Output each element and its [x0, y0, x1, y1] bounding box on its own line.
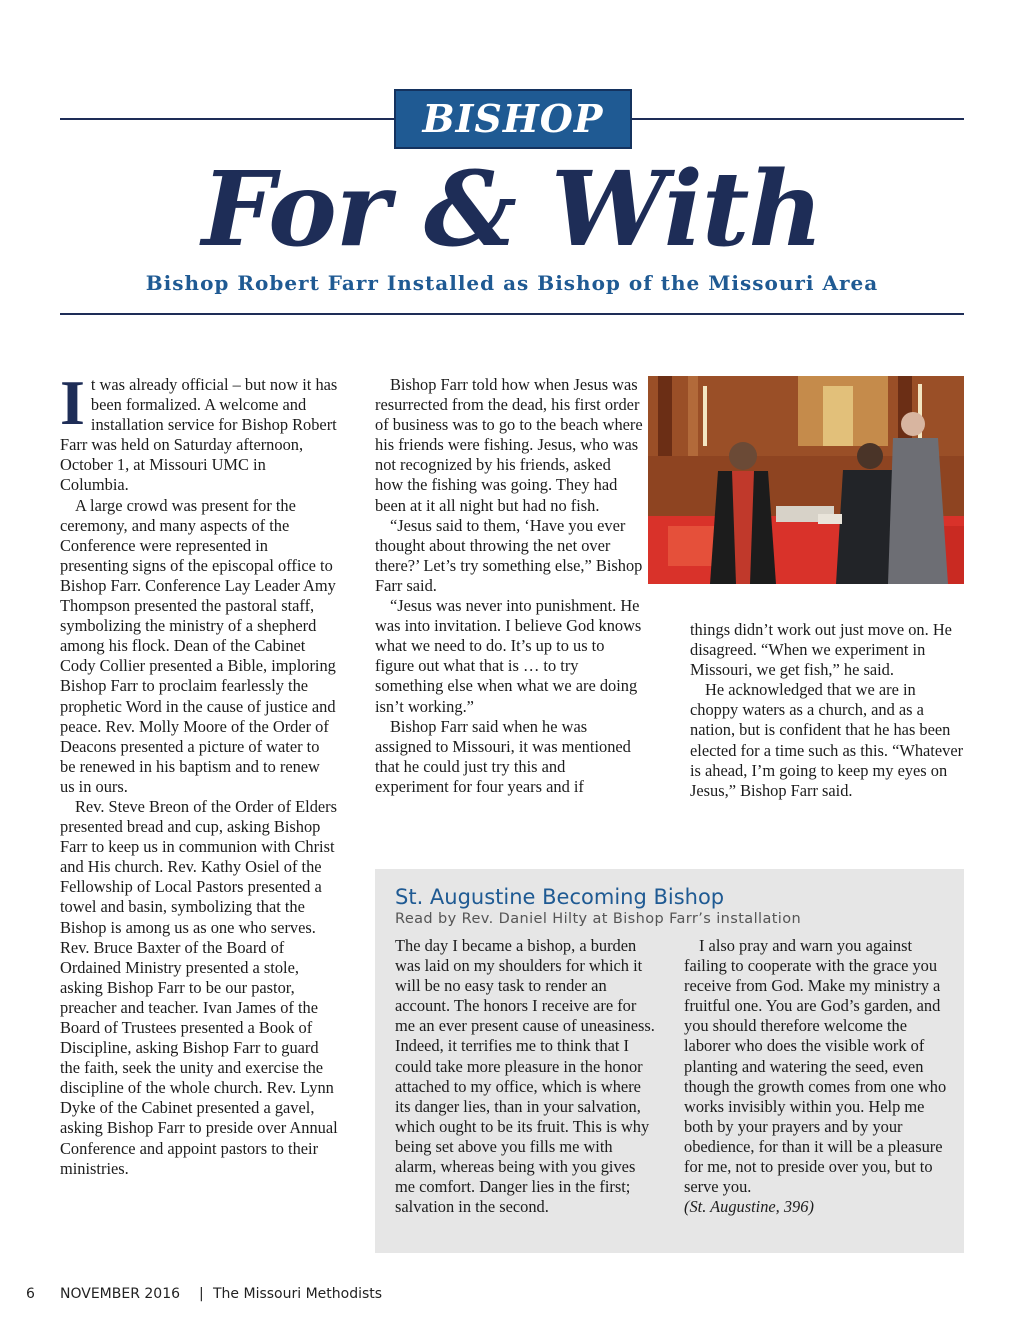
citation: (St. Augustine, 396)	[684, 1197, 814, 1217]
page-number: 6	[26, 1286, 35, 1302]
sidebar-subtitle: Read by Rev. Daniel Hilty at Bishop Farr’s installation	[395, 911, 802, 927]
page-title: For & With	[201, 149, 823, 270]
subtitle: Bishop Robert Farr Installed as Bishop of the Missouri Area	[145, 271, 879, 295]
paragraph: t was already official – but now it has been formalized. A welcome and installation service for Bishop Robert Farr was held on Saturday afternoon, October 1, at Missouri UMC in Columbia.	[60, 375, 338, 495]
paragraph: Bishop Farr told how when Jesus was resurrected from the dead, his first order of business was to go to the beach where his friends were fishing. Jesus, who was not recognized by his friends, asked how the fishing was going. They had been at it all night but had no fish.	[375, 375, 643, 515]
footer-issue: NOVEMBER 2016	[60, 1286, 181, 1302]
installation-photo	[648, 376, 964, 584]
drop-cap: I	[60, 367, 85, 438]
paragraph: Bishop Farr said when he was assigned to Missouri, it was mentioned that he could just try this and experiment for four years and if	[375, 716, 631, 796]
paragraph: I also pray and warn you against failing to cooperate with the grace you receive from God. Make my ministry a fruitful one. You are God’s garden, and you should therefore welcome the laborer who does the visible work of planting and watering the seed, even though the growth comes from one who works invisibly within you. Help me both by your prayers and by your obedience, for than it will be a pleasure for me, not to preside over you, but to serve you.	[684, 936, 947, 1197]
kicker-label: BISHOP	[394, 89, 632, 149]
header-rule-left	[60, 118, 394, 120]
paragraph: “Jesus was never into punishment. He was into invitation. I believe God knows what we need to do. It’s up to us to figure out what that is … to try something else when what we are doing isn’t working.”	[375, 596, 642, 716]
article-column-2	[375, 375, 643, 797]
article-column-3	[690, 620, 964, 801]
sidebar-box	[375, 869, 964, 1253]
paragraph: things didn’t work out just move on. He disagreed. “When we experiment in Missouri, we get fish,” he said.	[690, 620, 952, 680]
header-rule-bottom	[60, 313, 964, 315]
header-rule-right	[632, 118, 964, 120]
sidebar-column-2	[684, 936, 950, 1217]
footer-separator: |	[199, 1286, 204, 1302]
paragraph: A large crowd was present for the ceremony, and many aspects of the Conference were represented in presenting signs of the episcopal office to Bishop Farr. Conference Lay Leader Amy Thompson presented the pastoral staff, symbolizing the ministry of a shepherd among his flock. Dean of the Cabinet Cody Collier presented a Bible, imploring Bishop Farr to proclaim fearlessly the prophetic Word in the cause of justice and peace. Rev. Molly Moore of the Order of Deacons presented a picture of water to be renewed in his baptism and to renew us in ours.	[60, 495, 336, 796]
paragraph: He acknowledged that we are in choppy waters as a church, and as a nation, but is confident that he has been elected for a time such as this. “Whatever is ahead, I’m going to keep my eyes on Jesus,” Bishop Farr said.	[690, 680, 964, 800]
article-column-1	[60, 367, 338, 1179]
paragraph: The day I became a bishop, a burden was laid on my shoulders for which it will be no easy task to render an account. The honors I receive are for me an ever present cause of uneasiness. Indeed, it terrifies me to think that I could take more pleasure in the honor attached to my office, which is where its danger lies, than in your salvation, which ought to be its fruit. This is why being set above you fills me with alarm, whereas being with you gives me comfort. Danger lies in the first; salvation in the second.	[395, 936, 655, 1217]
paragraph: “Jesus said to them, ‘Have you ever thought about throwing the net over there?’ Let’s try something else,” Bishop Farr said.	[375, 515, 643, 595]
footer-publication: The Missouri Methodists	[213, 1286, 383, 1302]
sidebar-column-1	[395, 936, 657, 1217]
sidebar-title: St. Augustine Becoming Bishop	[395, 885, 725, 909]
paragraph: Rev. Steve Breon of the Order of Elders presented bread and cup, asking Bishop Farr to keep us in communion with Christ and His church. Rev. Kathy Osiel of the Fellowship of Local Pastors presented a towel and basin, symbolizing that the Bishop is among us as one who serves. Rev. Bruce Baxter of the Board of Ordained Ministry presented a stole, asking Bishop Farr to be our pastor, preacher and teacher. Ivan James of the Board of Trustees presented a Book of Discipline, asking Bishop Farr to guard the faith, seek the unity and exercise the discipline of the whole church. Rev. Lynn Dyke of the Cabinet presented a gavel, asking Bishop Farr to preside over Annual Conference and appoint pastors to their ministries.	[60, 796, 338, 1178]
